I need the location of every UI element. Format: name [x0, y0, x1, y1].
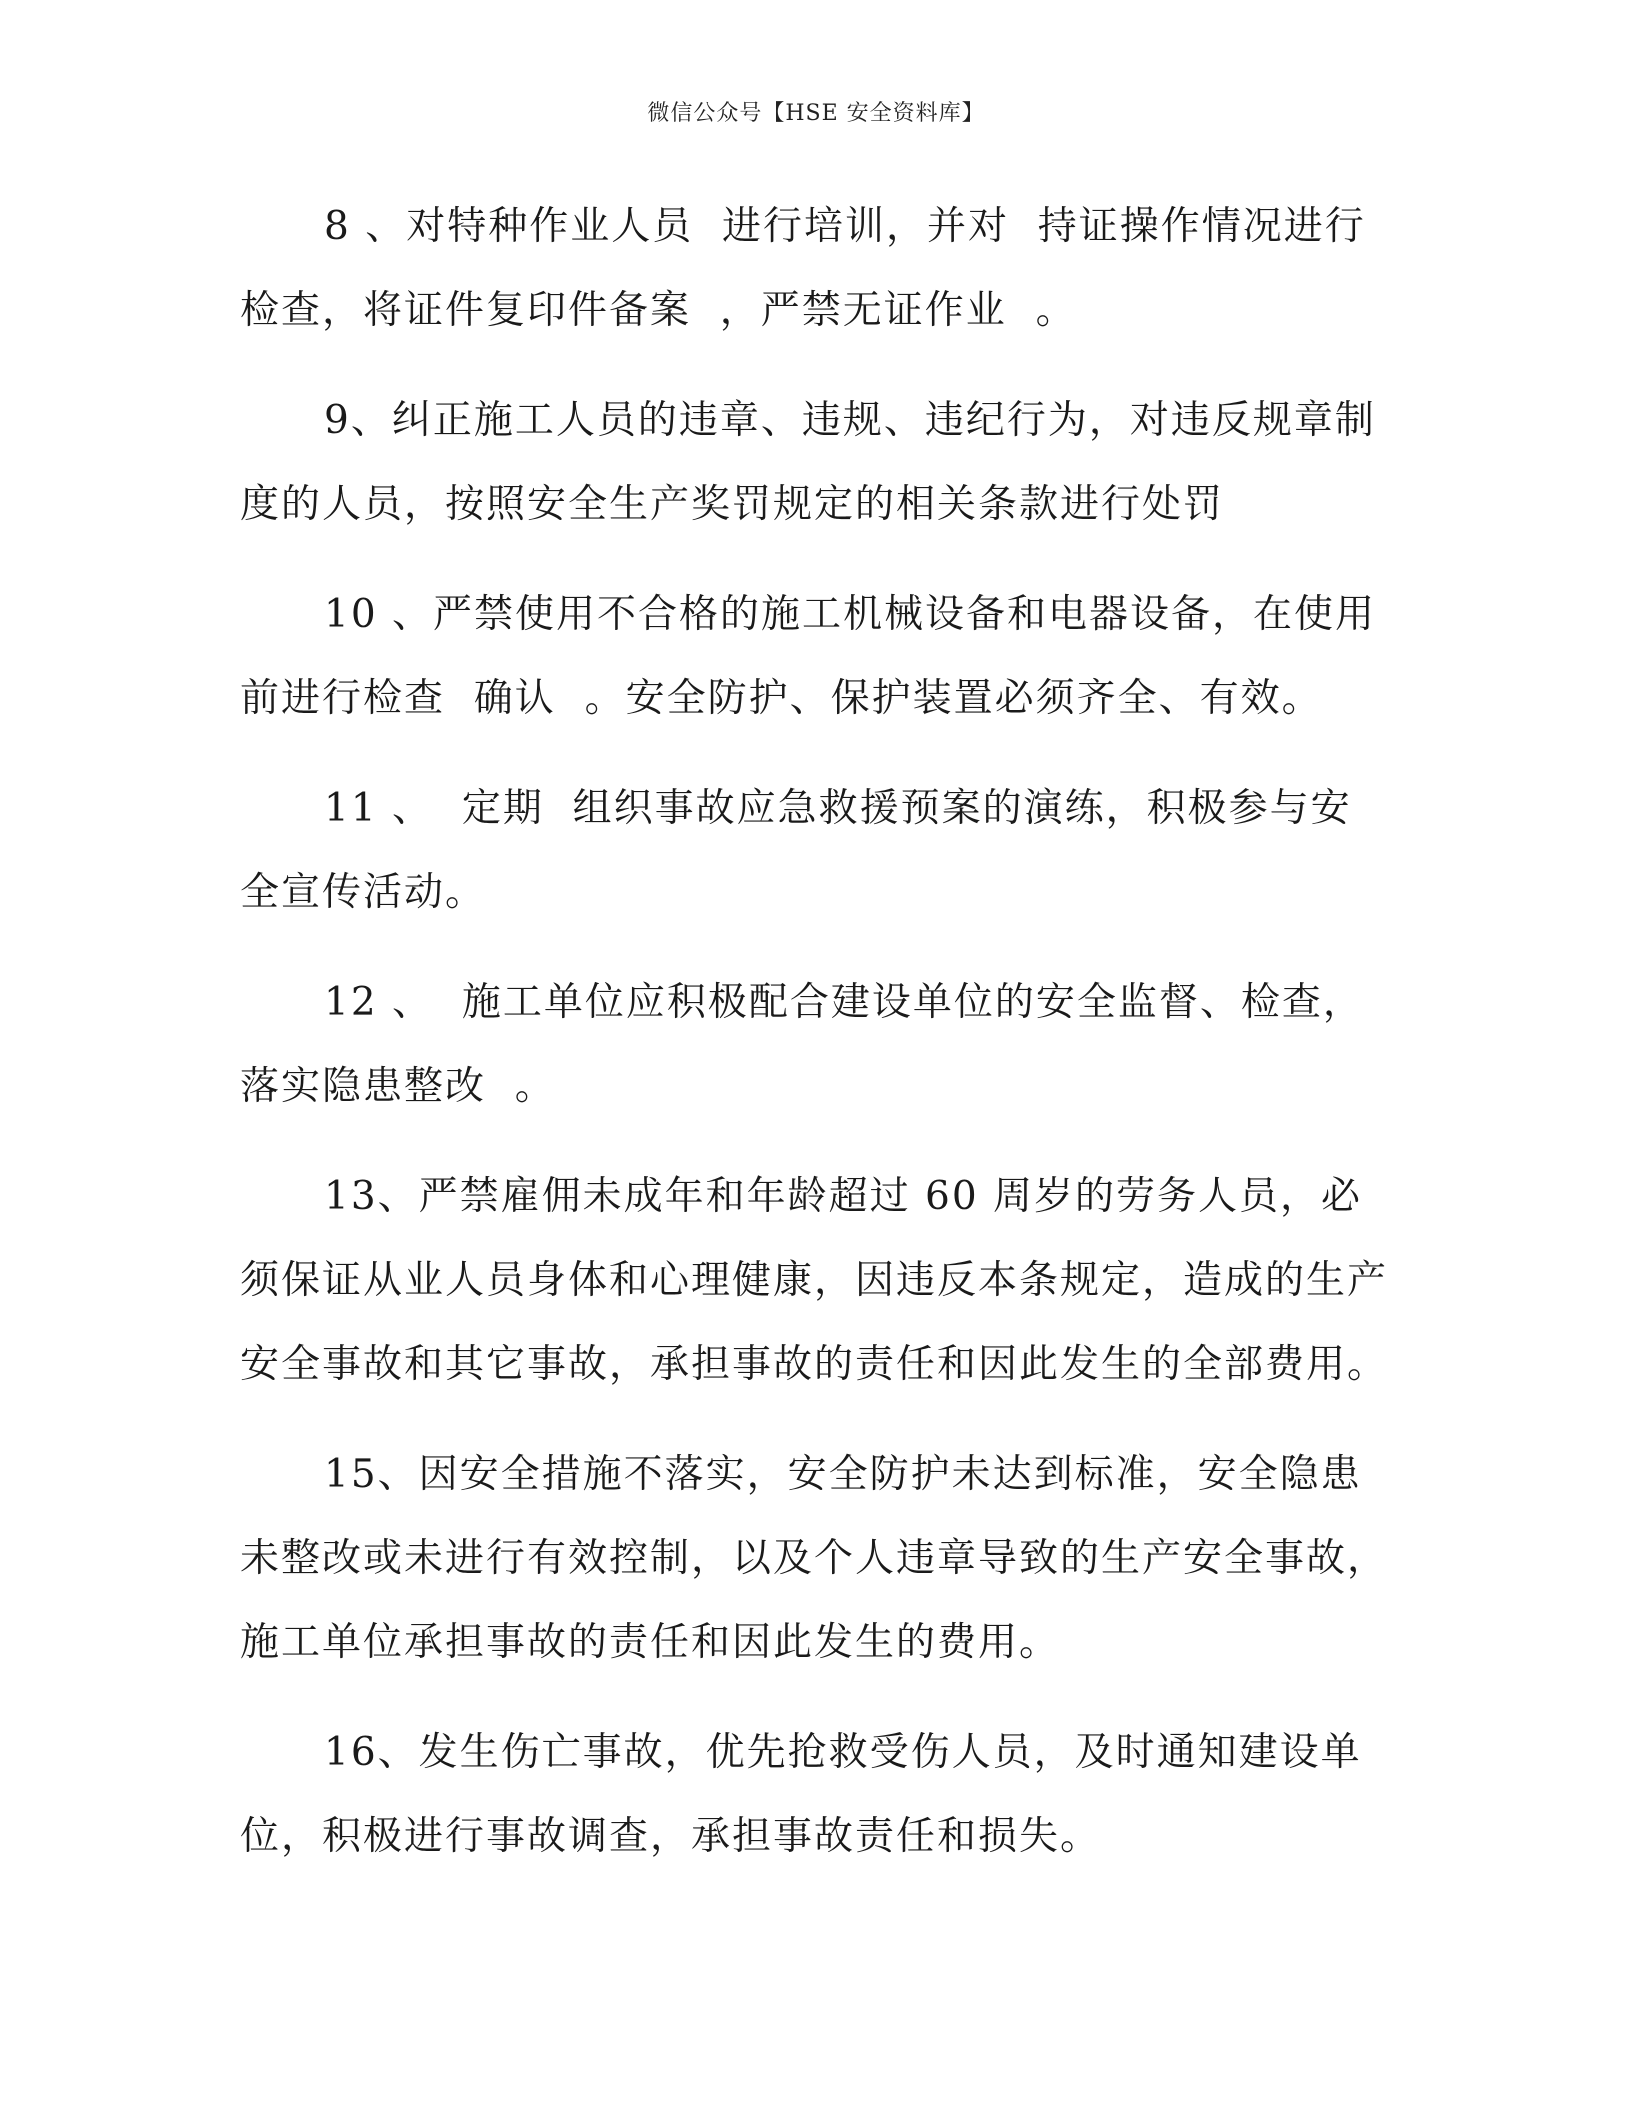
- document-body: [240, 185, 1390, 1905]
- paragraph-item-11: 11 、 定期 组织事故应急救援预案的演练，积极参与安全宣传活动。: [240, 786, 1352, 915]
- paragraph-item-8: 8 、对特种作业人员 进行培训，并对 持证操作情况进行检查，将证件复印件备案 ，严禁无证作业 。: [240, 204, 1366, 333]
- paragraph-item-13: 13、严禁雇佣未成年和年龄超过 60 周岁的劳务人员，必须保证从业人员身体和心理健康，因违反本条规定，造成的生产安全事故和其它事故，承担事故的责任和因此发生的全部费用。: [240, 1174, 1389, 1387]
- paragraph-item-16: 16、发生伤亡事故，优先抢救受伤人员，及时通知建设单位，积极进行事故调查，承担事故责任和损失。: [240, 1730, 1362, 1859]
- paragraph-item-10: 10 、严禁使用不合格的施工机械设备和电器设备，在使用前进行检查 确认 。安全防护、保护装置必须齐全、有效。: [240, 592, 1377, 721]
- paragraph-item-9: 9、纠正施工人员的违章、违规、违纪行为，对违反规章制度的人员，按照安全生产奖罚规定的相关条款进行处罚: [240, 398, 1376, 527]
- page-header: 微信公众号【HSE 安全资料库】: [647, 101, 985, 126]
- paragraph-item-15: 15、因安全措施不落实，安全防护未达到标准，安全隐患未整改或未进行有效控制，以及个人违章导致的生产安全事故，施工单位承担事故的责任和因此发生的费用。: [240, 1452, 1389, 1665]
- paragraph-item-12: 12 、 施工单位应积极配合建设单位的安全监督、检查，落实隐患整改 。: [240, 980, 1364, 1109]
